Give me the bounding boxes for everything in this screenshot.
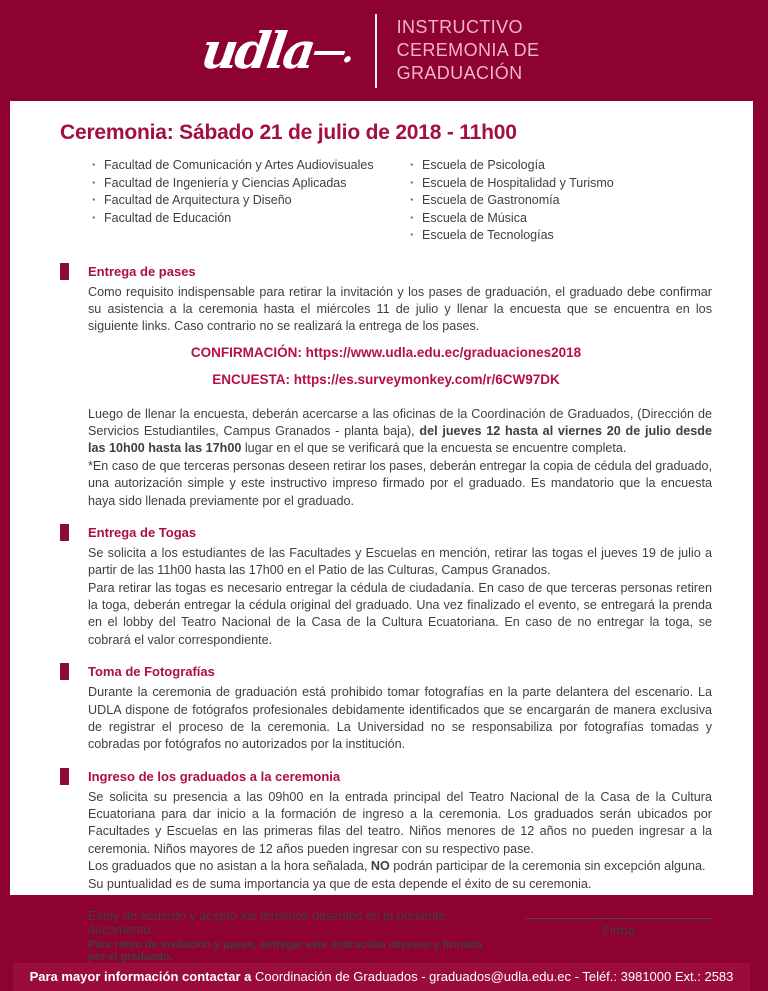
- list-item: · Facultad de Ingeniería y Ciencias Aplicadas: [92, 175, 410, 193]
- agreement-statement: Estoy de acuerdo y acepto los términos descritos en el presente documento:: [88, 908, 446, 937]
- section-heading: Entrega de pases: [88, 263, 196, 279]
- schools-column: [410, 157, 712, 245]
- list-item: · Facultad de Educación: [92, 210, 410, 228]
- agreement-note: Para retiro de invitación y pases, entregar este instructivo impreso y firmado por el graduado.: [88, 938, 483, 963]
- ingreso-paragraph-3: Su puntualidad es de suma importancia ya que de esta depende el éxito de su ceremonia.: [88, 876, 592, 891]
- survey-link[interactable]: ENCUESTA: https://es.surveymonkey.com/r/6CW97DK: [212, 371, 560, 387]
- schools-list: [410, 157, 712, 245]
- list-item: · Facultad de Comunicación y Artes Audiovisuales: [92, 157, 410, 175]
- entrega-pases-paragraph-3: *En caso de que terceras personas deseen retirar los pases, deberán entregar la copia de cédula del graduado, una autorización simple y este instructivo impreso firmado por el graduado. Es mandatorio que la encuesta haya sido llenada previamente por el graduado.: [88, 458, 712, 508]
- section-marker-icon: [60, 768, 69, 785]
- section-marker-icon: [60, 524, 69, 541]
- section-heading: Ingreso de los graduados a la ceremonia: [88, 768, 341, 784]
- section-heading: Toma de Fotografías: [88, 664, 215, 680]
- content-card: [10, 101, 753, 984]
- agreement-text: [88, 909, 497, 963]
- udla-logo-text: udla: [197, 20, 317, 80]
- signature-label: Firma: [602, 923, 635, 938]
- section-toma-fotografias: [60, 663, 712, 680]
- entrega-pases-paragraph-2: [88, 406, 712, 458]
- list-item: · Escuela de Hospitalidad y Turismo: [410, 175, 712, 193]
- section-marker-icon: [60, 663, 69, 680]
- paragraph-text: Los graduados que no asistan a la hora señalada,: [88, 859, 371, 874]
- paragraph-bold-text: NO: [370, 859, 390, 874]
- udla-logo-flourish-icon: —.: [309, 30, 354, 71]
- section-ingreso: [60, 768, 712, 785]
- confirmation-link[interactable]: CONFIRMACIÓN: https://www.udla.edu.ec/graduaciones2018: [190, 344, 582, 360]
- entrega-togas-paragraph-1: Se solicita a los estudiantes de las Facultades y Escuelas en mención, retirar las togas el jueves 19 de julio a partir de las 11h00 hasta las 17h00 en el Patio de las Culturas, Campus Granados.: [88, 545, 712, 578]
- udla-logo: [197, 20, 354, 80]
- list-item: · Escuela de Psicología: [410, 157, 712, 175]
- list-item: · Facultad de Arquitectura y Diseño: [92, 192, 410, 210]
- ingreso-paragraph-1: Se solicita su presencia a las 09h00 en la entrada principal del Teatro Nacional de la Casa de la Cultura Ecuatoriana para dar inicio a la formación de ingreso a la ceremonia. Los graduados serán ubicados por Facultades y Escuelas en las primeras filas del teatro. Niños menores de 12 años no pueden ingresar a la ceremonia. Niños mayores de 12 años pueden ingresar con su respectivo pase.: [88, 789, 712, 856]
- banner-title-line-1: INSTRUCTIVO: [396, 16, 523, 37]
- faculties-list: [92, 157, 410, 227]
- contact-bar: [13, 963, 750, 991]
- section-entrega-togas: [60, 524, 712, 541]
- ceremony-title: Ceremonia: Sábado 21 de julio de 2018 - 11h00: [60, 121, 517, 144]
- section-marker-icon: [60, 263, 69, 280]
- ingreso-paragraph-2: [88, 858, 712, 875]
- toma-fotografias-paragraph: Durante la ceremonia de graduación está prohibido tomar fotografías en la parte delantera del escenario. La UDLA dispone de fotógrafos profesionales debidamente identificados que se encargarán de manera exclusiva de registrar el proceso de la ceremonia. La Universidad no se responsabiliza por fotografías tomadas y cobradas por fotógrafos no autorizados por la institución.: [88, 685, 712, 752]
- banner-title-line-2: CEREMONIA DE: [396, 39, 540, 60]
- entrega-pases-paragraph-1: Como requisito indispensable para retirar la invitación y los pases de graduación, el graduado debe confirmar su asistencia a la ceremonia hasta el miércoles 11 de julio y llenar la encuesta que se encuentra en los siguiente links. Caso contrario no se realizará la entrega de los pases.: [88, 284, 712, 334]
- contact-text: Coordinación de Graduados - graduados@udla.edu.ec - Teléf.: 3981000 Ext.: 2583: [251, 968, 734, 984]
- banner-title: [397, 16, 540, 85]
- faculties-schools-columns: [92, 157, 712, 245]
- paragraph-text: lugar en el que se verificará que la encuesta se encuentre completa.: [241, 441, 627, 456]
- section-heading: Entrega de Togas: [88, 524, 197, 540]
- signature-area: [525, 909, 712, 963]
- banner-title-line-3: GRADUACIÓN: [396, 63, 523, 84]
- agreement-block: [88, 909, 712, 963]
- paragraph-text: Luego de llenar la encuesta, deberán acercarse a las oficinas de la Coordinación de Graduados, (Dirección de Servicios Estudiantiles, Campus Granados - planta baja),: [88, 406, 712, 438]
- paragraph-bold-text: del jueves 12 hasta al viernes 20 de julio desde las 10h00 hasta las 17h00: [88, 424, 712, 456]
- list-item: · Escuela de Gastronomía: [410, 192, 712, 210]
- contact-bold-text: Para mayor información contactar a: [29, 968, 252, 984]
- entrega-togas-paragraph-2: Para retirar las togas es necesario entregar la cédula de ciudadanía. En caso de que terceras personas retiren la toga, deberán entregar la cédula original del graduado. Una vez finalizado el evento, se entregará la prenda en el lobby del Teatro Nacional de la Casa de la Cultura Ecuatoriana. En caso de no entregar la toga, se cobrará el valor correspondiente.: [88, 580, 712, 647]
- list-item: · Escuela de Tecnologías: [410, 227, 712, 245]
- section-entrega-pases: [60, 263, 712, 280]
- banner-divider: [375, 14, 377, 88]
- paragraph-text: podrán participar de la ceremonia sin excepción alguna.: [389, 859, 706, 874]
- faculties-column: [92, 157, 410, 245]
- header-banner: [0, 0, 768, 101]
- list-item: · Escuela de Música: [410, 210, 712, 228]
